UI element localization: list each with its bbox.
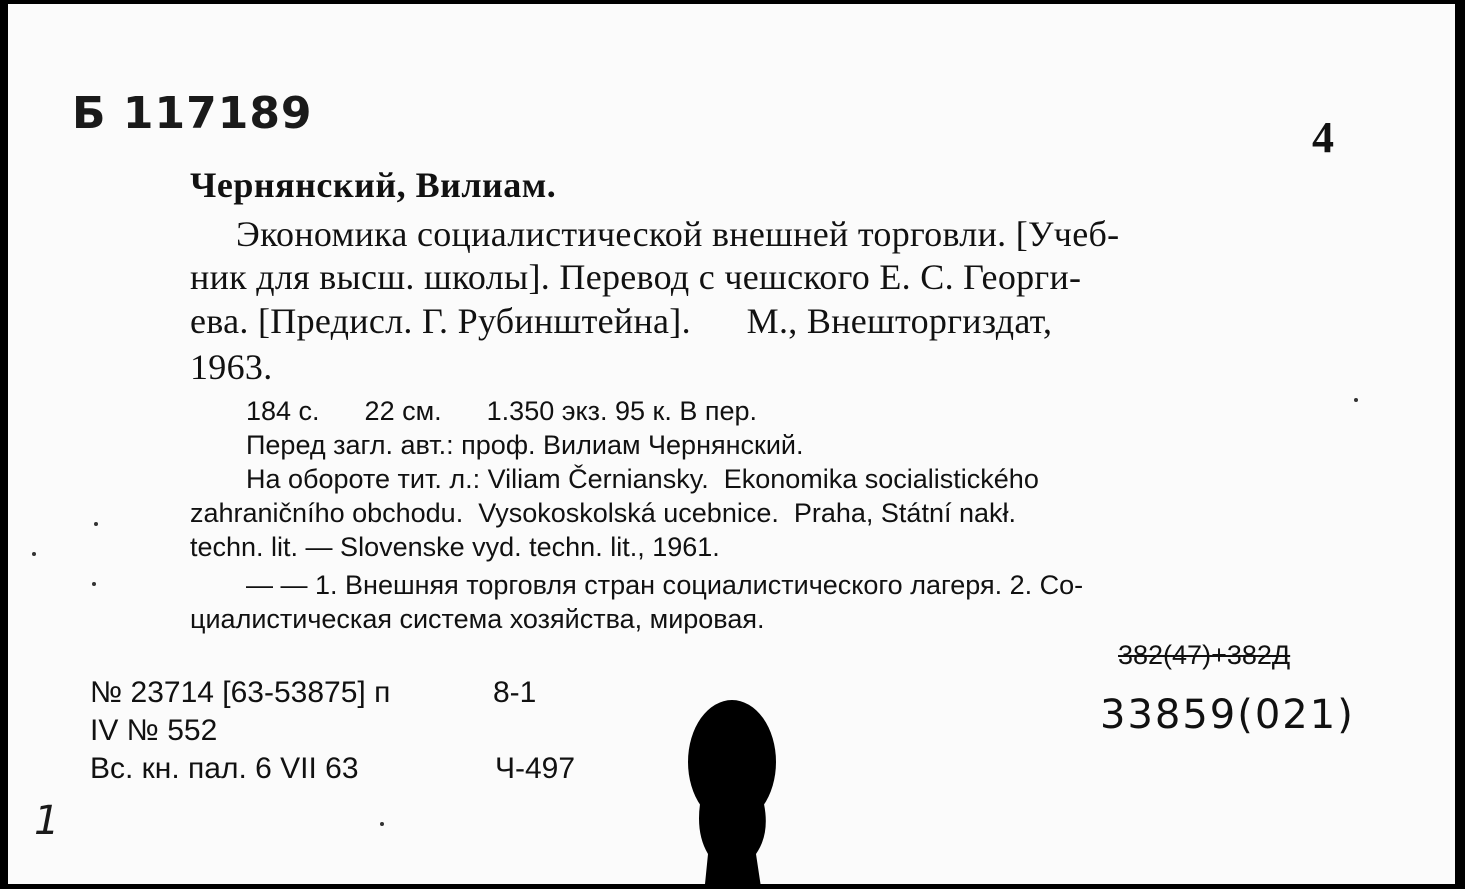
handwritten-number: 1	[34, 798, 60, 844]
note-subjects-2: циалистическая система хозяйства, мировая.	[190, 604, 765, 634]
note-author: Перед загл. авт.: проф. Вилиам Чернянский.	[246, 430, 804, 460]
dust-speck	[380, 822, 384, 826]
title-line-3: ева. [Предисл. Г. Рубинштейна]. М., Внешторгиздат,	[190, 301, 1053, 341]
dust-speck	[94, 522, 98, 526]
note-original-2: zahraničního obchodu. Vysokoskolská ucebnice. Praha, Státní nakł.	[190, 498, 1016, 528]
classification-handwritten: 33859(021)	[1100, 692, 1355, 738]
dust-speck	[32, 552, 36, 556]
title-line-2: ник для высш. школы]. Перевод с чешского Е. С. Георги-	[190, 257, 1082, 297]
dust-speck	[92, 582, 96, 586]
page-number: 4	[1312, 113, 1334, 162]
catalog-card	[8, 4, 1455, 884]
dust-speck	[1354, 398, 1358, 402]
note-subjects-1: — — 1. Внешняя торговля стран социалистического лагеря. 2. Со-	[246, 570, 1084, 600]
note-original-3: techn. lit. — Slovenske vyd. techn. lit., 1961.	[190, 532, 720, 562]
title-line-4: 1963.	[190, 347, 273, 387]
footer-registry: IV № 552	[90, 714, 218, 747]
footer-record-number: № 23714 [63-53875] п	[90, 676, 391, 709]
classification-struck: 382(47)+382Д	[1118, 640, 1291, 670]
inventory-mark: Б 117189	[72, 88, 313, 139]
title-line-1: Экономика социалистической внешней торговли. [Учеб-	[236, 214, 1120, 254]
footer-chamber: Вс. кн. пал. 6 VII 63	[90, 752, 359, 785]
note-original-1: На обороте тит. л.: Viliam Černiansky. Ekonomika socialistického	[246, 464, 1039, 494]
punch-hole	[686, 694, 780, 884]
footer-record-code: 8-1	[493, 676, 537, 709]
author-heading: Чернянский, Вилиам.	[190, 165, 557, 205]
note-collation: 184 с. 22 см. 1.350 экз. 95 к. В пер.	[246, 396, 758, 426]
footer-order: Ч-497	[495, 752, 576, 785]
